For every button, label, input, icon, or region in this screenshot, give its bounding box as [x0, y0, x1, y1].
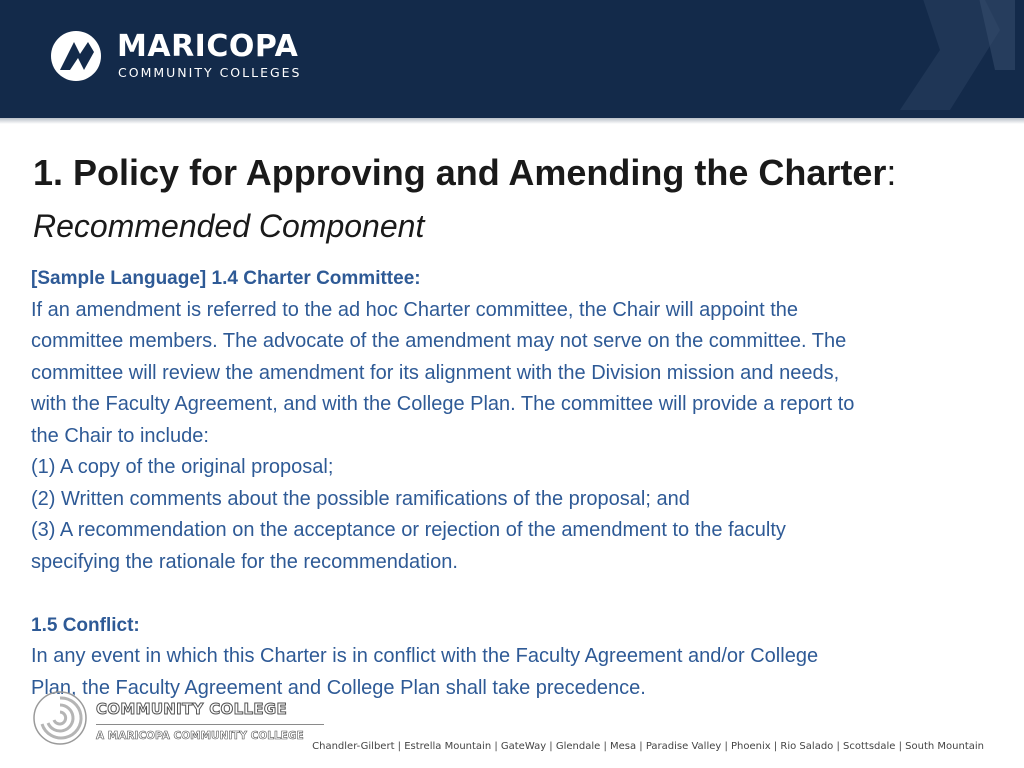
logo-subtitle: COMMUNITY COLLEGES: [118, 65, 302, 80]
body-line: with the Faculty Agreement, and with the College Plan. The committee will provide a report to: [31, 393, 855, 415]
watermark-icon: [880, 0, 1020, 118]
slide-body: [31, 263, 1001, 704]
logo-name: MARICOPA: [117, 29, 299, 64]
body-line: If an amendment is referred to the ad hoc Charter committee, the Chair will appoint the: [31, 298, 799, 321]
body-line: Plan, the Faculty Agreement and College Plan shall take precedence.: [31, 676, 646, 699]
college-name: COMMUNITY COLLEGE: [96, 700, 288, 718]
section-heading-1-4: [31, 263, 1001, 295]
slide-title: [33, 152, 896, 194]
body-line: the Chair to include:: [31, 424, 209, 447]
slide-subtitle: Recommended Component: [33, 208, 425, 244]
maricopa-logo-icon: [50, 30, 102, 82]
header-shadow: [0, 118, 1024, 124]
colleges-list: Chandler-Gilbert | Estrella Mountain | GateWay | Glendale | Mesa | Paradise Valley | Phoenix | Rio Salado | Scottsdale | South Mountain: [312, 741, 984, 752]
college-swirl-logo-icon: [32, 690, 92, 746]
list-item: (3) A recommendation on the acceptance or rejection of the amendment to the faculty: [31, 519, 786, 541]
slide-title-colon: :: [886, 152, 897, 193]
body-line: committee will review the amendment for its alignment with the Division mission and needs,: [31, 361, 840, 384]
slide-title-text: 1. Policy for Approving and Amending the Charter: [33, 152, 887, 193]
header-banner: [0, 0, 1024, 118]
sample-language-label: [Sample Language]: [31, 268, 207, 289]
paragraph-spacer: [31, 578, 1001, 610]
college-subtitle: A MARICOPA COMMUNITY COLLEGE: [96, 730, 304, 742]
charter-committee-heading: 1.4 Charter Committee:: [211, 268, 421, 289]
body-line: In any event in which this Charter is in conflict with the Faculty Agreement and/or College: [31, 645, 819, 667]
list-item: (1) A copy of the original proposal;: [31, 456, 334, 478]
body-line: committee members. The advocate of the amendment may not serve on the committee. The: [31, 330, 847, 352]
list-item: (2) Written comments about the possible ramifications of the proposal; and: [31, 487, 690, 510]
college-divider: [96, 724, 324, 725]
conflict-heading: 1.5 Conflict:: [31, 614, 140, 636]
body-line: specifying the rationale for the recommendation.: [31, 550, 458, 573]
